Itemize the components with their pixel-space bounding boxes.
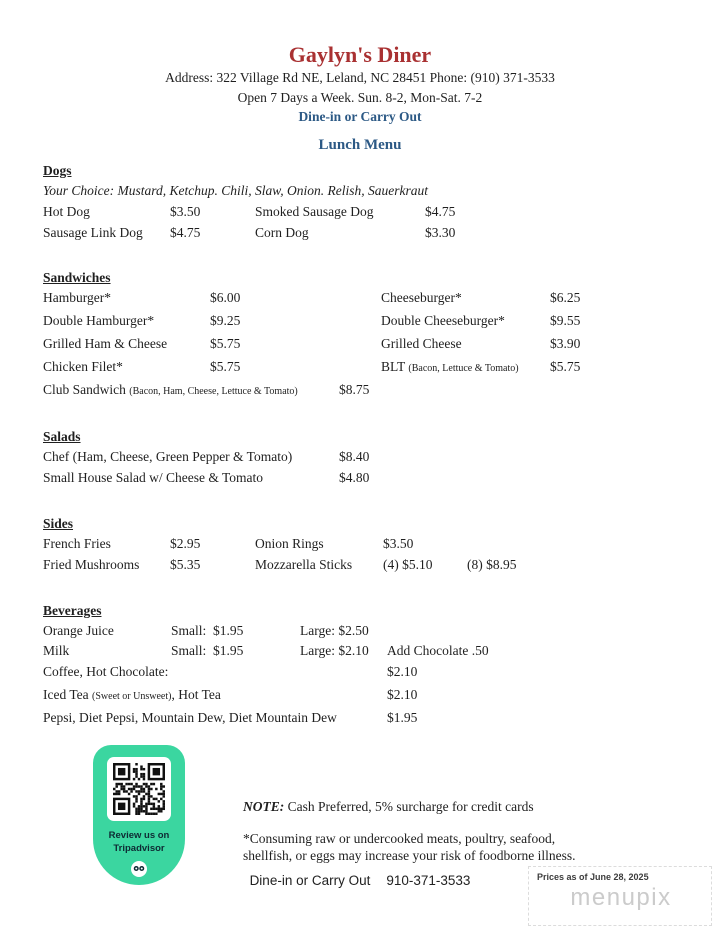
menu-price: $5.75 [550,358,581,374]
menu-item: Fried Mushrooms [43,556,140,572]
menu-price: $2.10 [387,664,418,680]
menu-item: Chicken Filet* [43,358,123,374]
menu-item-name: , Hot Tea [171,686,221,702]
menu-price: $6.25 [550,290,581,306]
menu-item: Grilled Ham & Cheese [43,335,168,351]
menu-price: $5.75 [210,358,241,374]
menu-item: Double Hamburger* [43,313,155,329]
menu-price: $5.75 [210,335,241,351]
note-label: NOTE: [243,798,285,814]
section-heading-sides: Sides [43,515,74,531]
raw-food-disclaimer [243,830,576,865]
note-text: Cash Preferred, 5% surcharge for credit cards [284,798,534,814]
menu-item: Chef (Ham, Cheese, Green Pepper & Tomato) [43,449,293,465]
section-heading-beverages: Beverages [43,602,102,618]
tripadvisor-badge-text [93,829,185,855]
menu-price: (4) $5.10 [383,556,433,572]
salads-price-table [43,447,680,489]
menu-price: $8.75 [339,381,370,397]
menu-price: $3.50 [383,535,414,551]
menu-item [381,334,550,357]
section-beverages [43,601,680,731]
menu-item [43,708,387,731]
menu-item-note: (Bacon, Ham, Cheese, Lettuce & Tomato) [129,385,298,397]
menu-item-name: Pepsi, Diet Pepsi, Mountain Dew, Diet Mountain Dew [43,709,337,725]
menu-item-name: Double Cheeseburger* [381,313,505,329]
badge-text-line1: Review us on [108,829,170,841]
menu-price: $6.00 [210,290,241,306]
menu-item-name: Club Sandwich [43,381,130,397]
menu-price: $4.80 [339,470,370,486]
payment-note [243,797,576,817]
menu-price: $9.55 [550,313,581,329]
menu-item-name: Iced Tea [43,686,93,702]
watermark-box [528,866,712,926]
qr-code [113,763,165,815]
menu-item [381,357,550,380]
menu-item-name: Cheeseburger* [381,290,462,306]
menu-item-name: BLT [381,358,409,374]
section-sides [43,514,680,576]
qr-panel [107,757,171,821]
menu-price: $4.75 [425,203,456,219]
menu-extra: Add Chocolate .50 [387,643,489,659]
club-sandwich-row [43,380,680,403]
menu-price-large: Large: $2.50 [300,622,369,638]
menu-item [43,380,339,403]
menu-price: $9.25 [210,313,241,329]
lunch-menu-title: Lunch Menu [318,137,402,153]
menu-header [0,0,720,155]
menu-item: Milk [43,643,70,659]
menu-item: Hamburger* [43,290,111,306]
menu-item: Smoked Sausage Dog [255,203,374,219]
menu-price: $3.30 [425,224,456,240]
section-heading-dogs: Dogs [43,163,72,178]
menu-item [43,685,387,708]
menu-price-small: Small: $1.95 [171,643,244,659]
dogs-price-table [43,202,680,244]
menu-price: $5.35 [170,556,201,572]
restaurant-name: Gaylyn's Diner [288,42,432,67]
menu-body [0,155,720,731]
badge-text-line2: Tripadvisor [113,842,165,854]
service-line: Dine-in or Carry Out [298,109,422,124]
sides-price-table [43,534,680,576]
menu-price: $3.90 [550,335,581,351]
menu-item [43,662,387,685]
menu-price: $4.75 [170,224,201,240]
bottom-row [0,745,720,885]
menu-price: $2.10 [387,686,418,702]
menu-item: Mozzarella Sticks [255,556,353,572]
section-dogs [43,161,680,243]
menu-item-note: (Sweet or Unsweet) [92,690,172,702]
menu-item: Onion Rings [255,535,324,551]
menu-item: Small House Salad w/ Cheese & Tomato [43,470,264,486]
dogs-choices-note: Your Choice: Mustard, Ketchup. Chili, Slaw, Onion. Relish, Sauerkraut [43,183,428,198]
menu-item: Sausage Link Dog [43,224,143,240]
disclaimer-line2: shellfish, or eggs may increase your risk of foodborne illness. [243,848,576,864]
menu-price: $3.50 [170,203,201,219]
beverages-price-table [43,621,680,663]
address-line: Address: 322 Village Rd NE, Leland, NC 28451 Phone: (910) 371-3533 [165,70,555,85]
menu-item: Hot Dog [43,203,90,219]
menu-item: French Fries [43,535,111,551]
menu-price: $8.40 [339,449,370,465]
beverages-wide-rows [43,662,680,730]
menu-item: Corn Dog [255,224,309,240]
section-salads [43,427,680,489]
menu-price: $1.95 [387,709,418,725]
sandwiches-price-table [43,288,680,379]
menu-item-note: (Bacon, Lettuce & Tomato) [408,362,519,374]
section-heading-sandwiches: Sandwiches [43,270,111,286]
menupix-watermark: menupix [570,884,672,911]
menu-item: Orange Juice [43,622,114,638]
menu-item-name: Grilled Cheese [381,335,462,351]
section-heading-salads: Salads [43,429,81,445]
menu-item-name: Coffee, Hot Chocolate: [43,664,169,680]
tripadvisor-review-badge [93,745,185,885]
menu-price-large: Large: $2.10 [300,643,369,659]
menu-price: (8) $8.95 [467,556,517,572]
notes-block [243,745,576,865]
disclaimer-line1: *Consuming raw or undercooked meats, poultry, seafood, [243,830,556,846]
hours-line: Open 7 Days a Week. Sun. 8-2, Mon-Sat. 7-2 [237,90,483,105]
footer-service: Dine-in or Carry Out [249,873,371,888]
menu-price: $2.95 [170,535,201,551]
menu-price [467,534,680,555]
menu-item [381,311,550,334]
menu-extra [387,621,680,642]
section-sandwiches [43,268,680,402]
menu-item [381,288,550,311]
prices-as-of-note: Prices as of June 28, 2025 [537,872,649,882]
menu-price-small: Small: $1.95 [171,622,244,638]
footer-phone: 910-371-3533 [386,873,471,888]
